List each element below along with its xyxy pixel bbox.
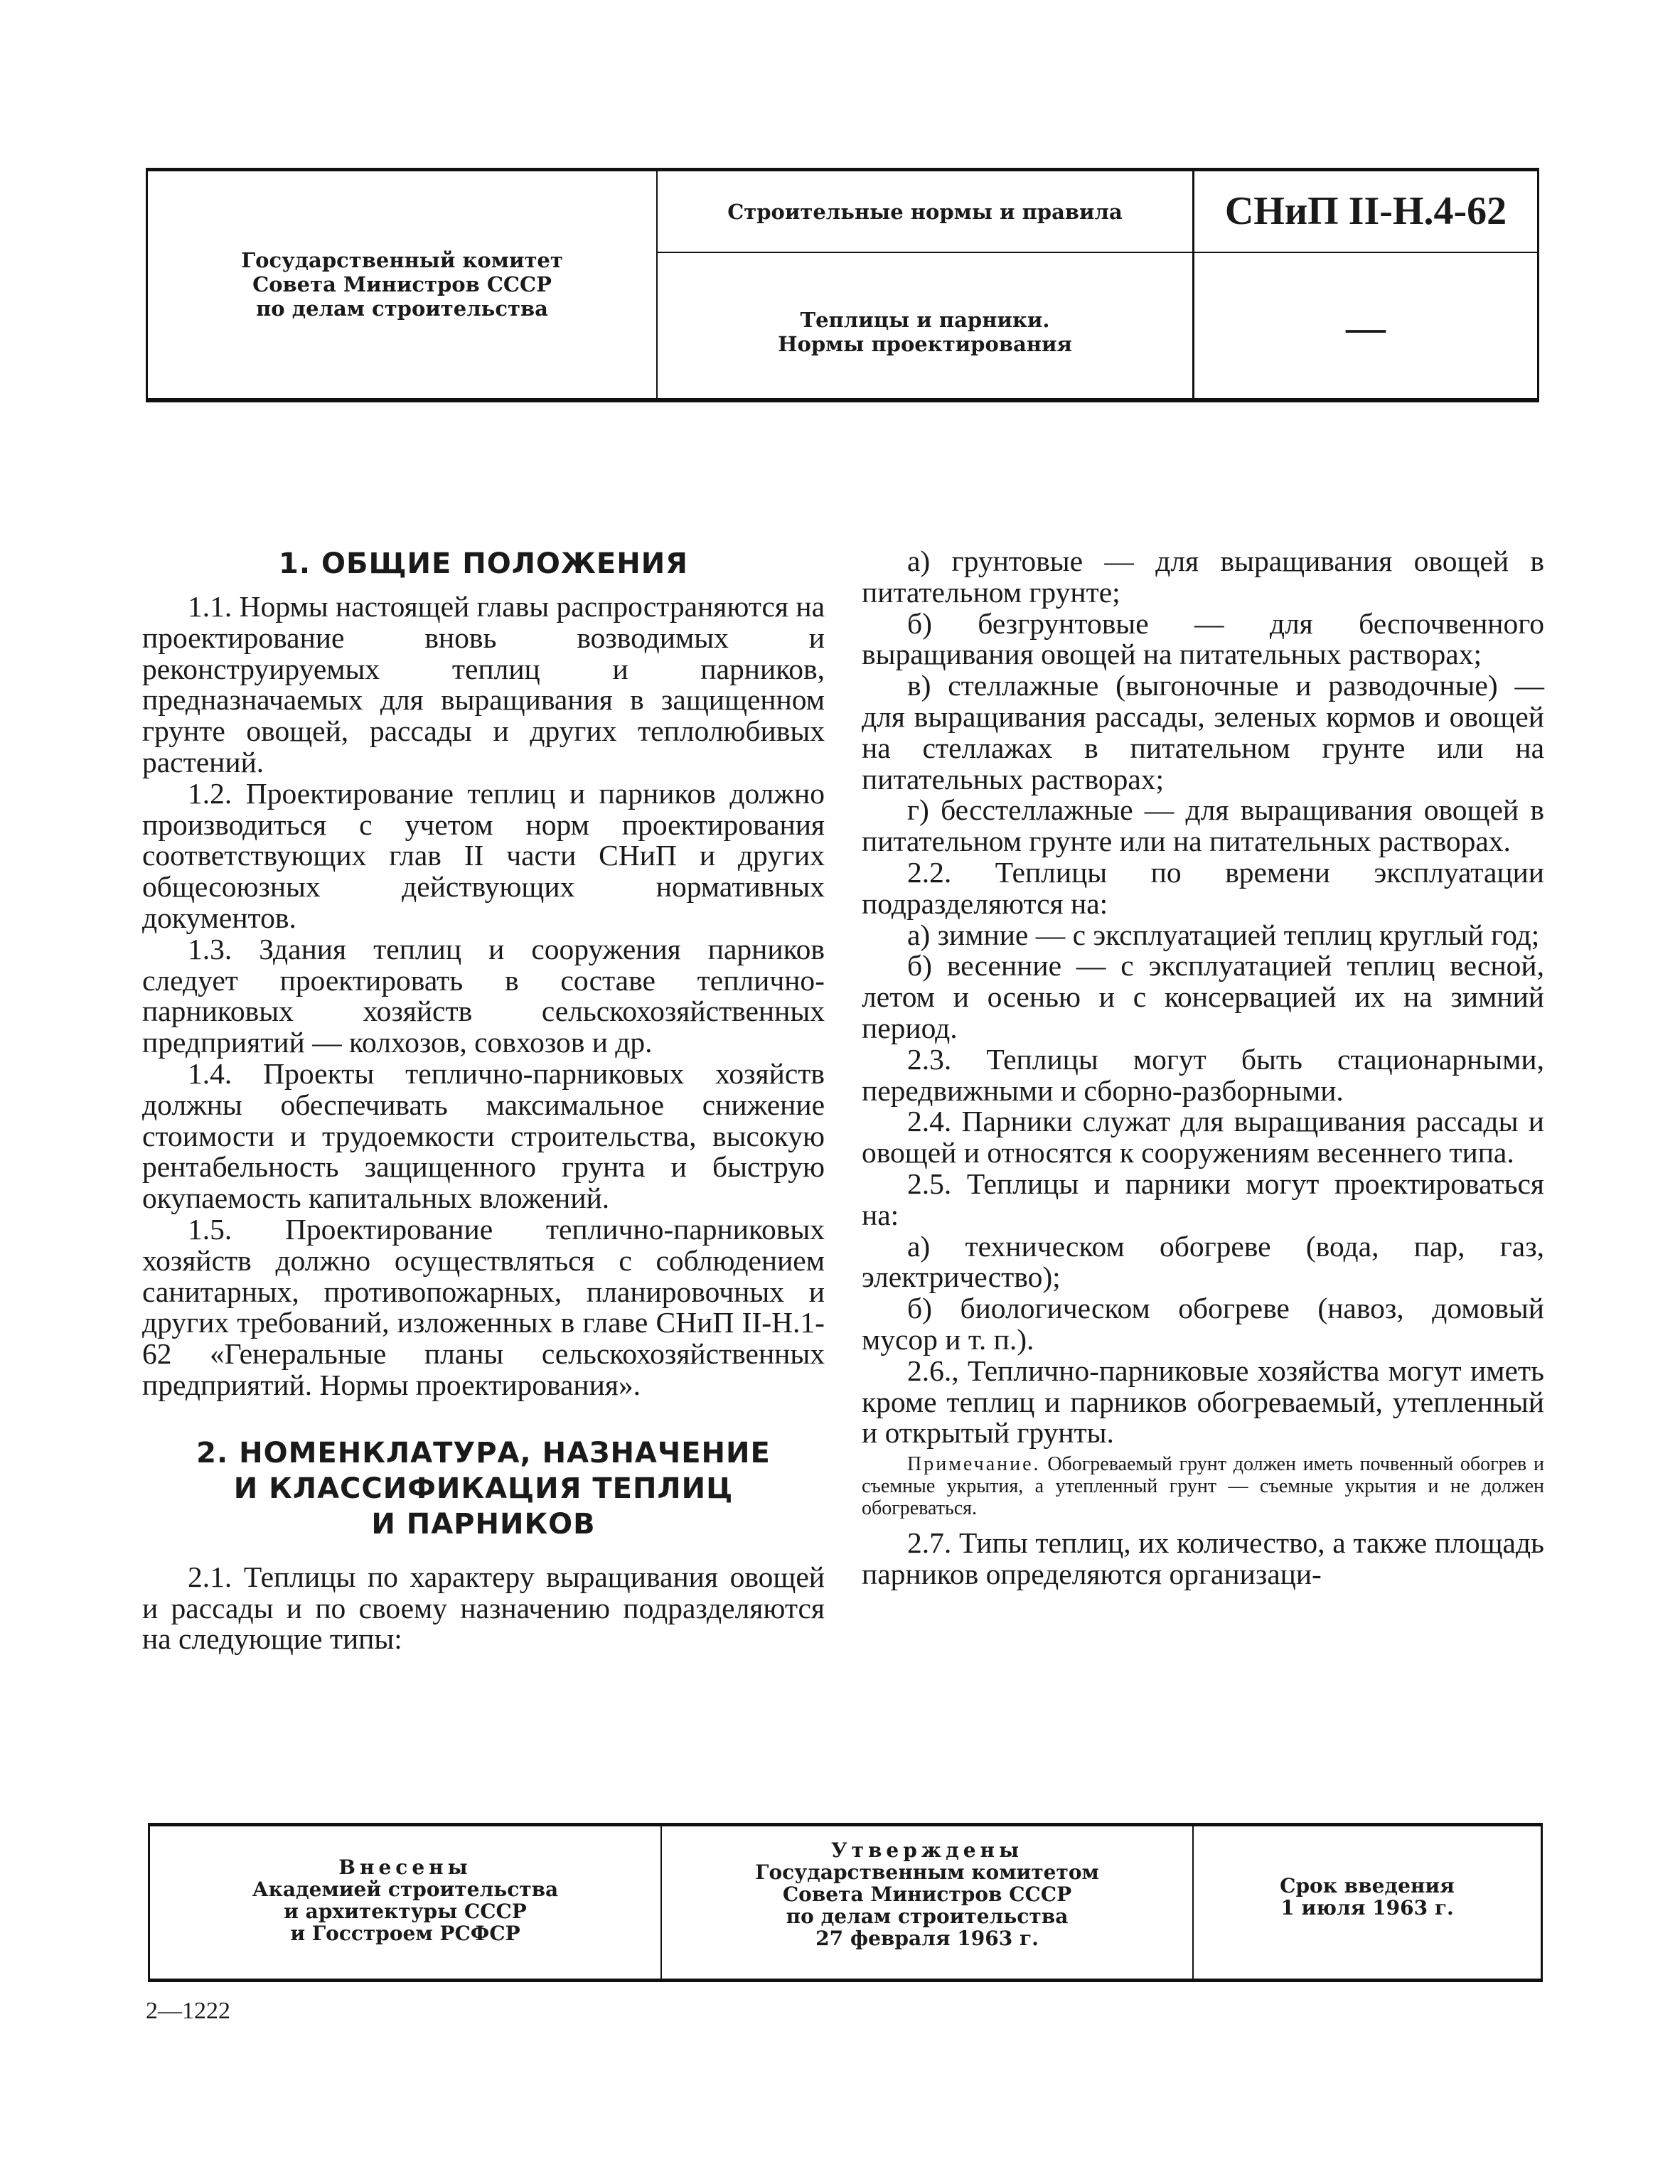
right-column [862,546,1544,1590]
header-table [146,168,1539,402]
paragraph-1-1: 1.1. Нормы настоящей главы распространяются на проектирование вновь возводимых и реконструируемых теплиц и парников, предназначаемых для выращивания в защищенном грунте овощей, рассады и других теплолюбивых растений. [142,590,825,778]
item-a-technical-heating: а) техническом обогреве (вода, пар, газ, электричество); [862,1229,1544,1294]
committee-name: Государственный комитет Совета Министров СССР по делам строительства [241,248,563,321]
footer-effective-cell [1194,1826,1541,1979]
introduced-label: Внесены [338,1856,472,1879]
paragraph-2-7: 2.7. Типы теплиц, их количество, а также площадь парников определяются организаци- [862,1526,1544,1590]
section-1-title: 1. ОБЩИЕ ПОЛОЖЕНИЯ [279,547,688,580]
section-2-title: 2. НОМЕНКЛАТУРА, НАЗНАЧЕНИЕ И КЛАССИФИКАЦИЯ ТЕПЛИЦ И ПАРНИКОВ [196,1436,771,1541]
footer-introduced-cell: Внесены Академией строительства и архитектуры СССР и Госстроем РСФСР [150,1826,662,1979]
item-g-rackless: г) бесстеллажные — для выращивания овощей в питательном грунте или на питательных растворах. [862,793,1544,858]
item-v-rack: в) стеллажные (выгоночные и разводочные) — для выращивания рассады, зеленых кормов и овощей на стеллажах в питательном грунте или на питательных растворах; [862,669,1544,796]
header-committee-cell [148,171,658,398]
paragraph-1-2: 1.2. Проектирование теплиц и парников должно производиться с учетом норм проектирования соответствующих глав II части СНиП и других общесоюзных действующих нормативных документов. [142,776,825,934]
left-column [142,546,825,1655]
paragraph-2-3: 2.3. Теплицы могут быть стационарными, передвижными и сборно-разборными. [862,1042,1544,1107]
paragraph-1-5: 1.5. Проектирование теплично-парниковых хозяйств должно осуществляться с соблюдением санитарных, противопожарных, планировочных и других требований, изложенных в главе СНиП II-Н.1-62 «Генеральные планы сельскохозяйственных предприятий. Нормы проектирования». [142,1212,825,1401]
footer-table [148,1823,1543,1982]
item-b-biological-heating: б) биологическом обогреве (навоз, домовый мусор и т. п.). [862,1292,1544,1356]
item-b-soilless: б) безгрунтовые — для беспочвенного выращивания овощей на питательных растворах; [862,606,1544,671]
header-code-cell [1194,171,1537,398]
paragraph-2-2: 2.2. Теплицы по времени эксплуатации подразделяются на: [862,855,1544,920]
approved-label: Утверждены [830,1838,1024,1862]
paragraph-2-5: 2.5. Теплицы и парники могут проектироваться на: [862,1167,1544,1231]
note-text: Обогреваемый грунт должен иметь почвенный обогрев и съемные укрытия, а утепленный грунт — съемные укрытия и не должен обогреваться. [862,1453,1544,1520]
header-divider [1194,252,1537,253]
effective-date: 1 июля 1963 г. [1280,1896,1454,1920]
header-divider [658,252,1192,253]
effective-label: Срок введения [1280,1874,1455,1897]
item-a-winter: а) зимние — с эксплуатацией теплиц круглый год; [907,918,1540,951]
document-dash: — [1346,306,1386,350]
document-title: Теплицы и парники. Нормы проектирования [778,308,1072,356]
page-code: 2—1222 [146,1998,230,2024]
paragraph-2-1: 2.1. Теплицы по характеру выращивания овощей и рассады и по своему назначению подразделяются на следующие типы: [142,1560,825,1656]
document-code: СНиП II-Н.4-62 [1224,189,1507,233]
paragraph-2-4: 2.4. Парники служат для выращивания рассады и овощей и относятся к сооружениям весеннего типа. [862,1105,1544,1169]
paragraph-1-3: 1.3. Здания теплиц и сооружения парников следует проектировать в составе теплично-парниковых хозяйств сельскохозяйственных предприятий — колхозов, совхозов и др. [142,932,825,1059]
paragraph-1-4: 1.4. Проекты теплично-парниковых хозяйств должны обеспечивать максимальное снижение стоимости и трудоемкости строительства, высокую рентабельность защищенного грунта и быструю окупаемость капитальных вложений. [142,1056,825,1215]
note-label: Примечание. [907,1453,1041,1476]
series-label: Строительные нормы и правила [727,200,1123,224]
header-title-cell [658,171,1194,398]
paragraph-2-6: 2.6., Теплично-парниковые хозяйства могут иметь кроме теплиц и парников обогреваемый, утепленный и открытый грунты. [862,1354,1544,1450]
footer-approved-cell: Утверждены Государственным комитетом Совета Министров СССР по делам строительства 27 февраля 1963 г. [662,1826,1194,1979]
note [862,1453,1544,1519]
item-a-ground: а) грунтовые — для выращивания овощей в питательном грунте; [862,545,1544,609]
item-b-spring: б) весенние — с эксплуатацией теплиц весной, летом и осенью и с консервацией их на зимний период. [862,949,1544,1044]
